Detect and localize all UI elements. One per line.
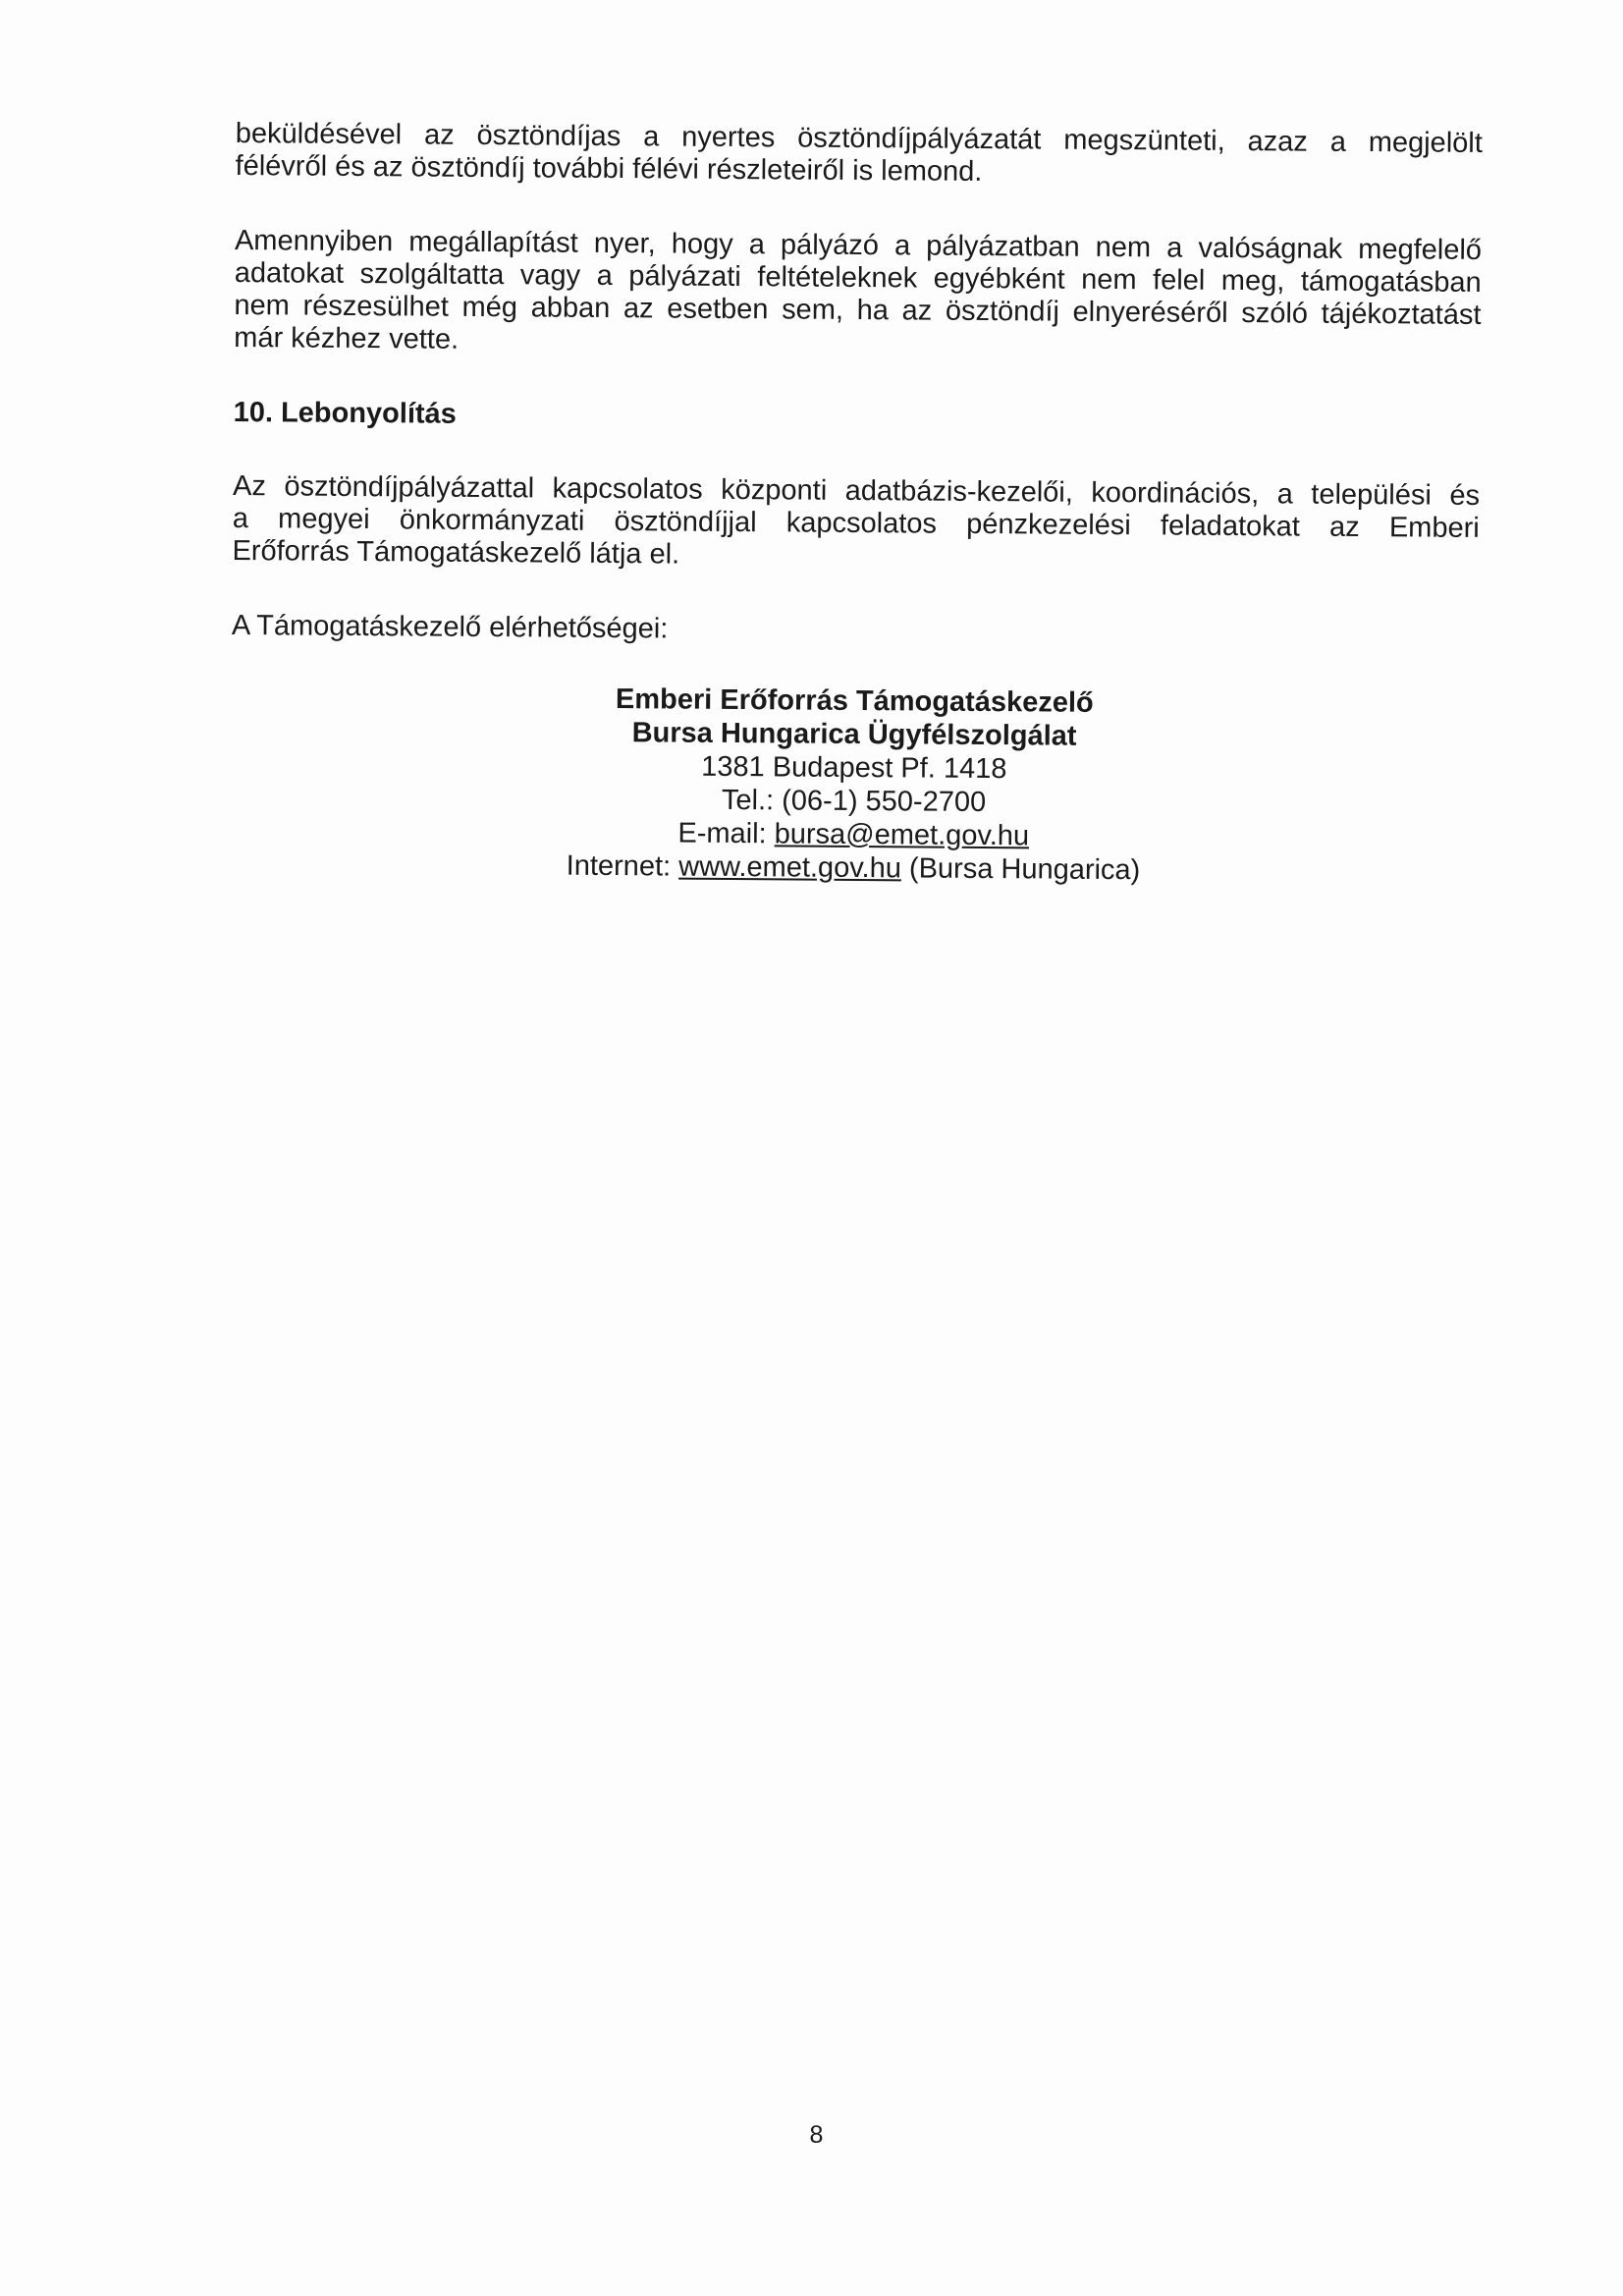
- service-name: Bursa Hungarica Ügyfélszolgálat: [631, 717, 1077, 752]
- text-line: A Támogatáskezelő elérhetőségei:: [231, 609, 669, 645]
- paragraph-withdrawal: [235, 118, 1482, 192]
- website-suffix: (Bursa Hungarica): [900, 852, 1141, 887]
- email-label: E-mail:: [677, 817, 775, 850]
- text-line: Az ösztöndíjpályázattal kapcsolatos központi adatbázis-kezelői, koordinációs, a települési és: [232, 469, 1481, 512]
- postal-address: 1381 Budapest Pf. 1418: [701, 750, 1007, 786]
- paragraph-administration: [232, 470, 1480, 577]
- text-line: Amennyiben megállapítást nyer, hogy a pályázó a pályázatban nem a valóságnak megfelelő: [234, 224, 1483, 266]
- text-line: adatokat szolgáltatta vagy a pályázati feltételeknek egyébként nem felel meg, támogatásban: [234, 256, 1482, 299]
- contact-block: [230, 680, 1479, 890]
- page-number: 8: [809, 2121, 824, 2149]
- text-line: már kézhez vette.: [234, 321, 460, 355]
- contact-intro: [232, 610, 1479, 652]
- page-content: [230, 118, 1483, 890]
- phone-number: Tel.: (06-1) 550-2700: [721, 784, 987, 819]
- text-line: a megyei önkormányzati ösztöndíjjal kapcsolatos pénzkezelési feladatokat az Emberi: [232, 502, 1480, 544]
- website-link[interactable]: www.emet.gov.hu: [678, 850, 902, 885]
- internet-label: Internet:: [566, 849, 679, 883]
- text-line: Erőforrás Támogatáskezelő látja el.: [232, 534, 680, 571]
- section-heading: 10. Lebonyolítás: [233, 396, 457, 430]
- email-link[interactable]: bursa@emet.gov.hu: [774, 818, 1030, 852]
- text-line: nem részesülhet még abban az esetben sem, ha az ösztöndíj elnyeréséről szóló tájékoztatást: [234, 289, 1482, 331]
- org-name: Emberi Erőforrás Támogatáskezelő: [615, 683, 1094, 719]
- paragraph-eligibility: [234, 225, 1482, 364]
- text-line: félévről és az ösztöndíj további félévi részleteiről is lemond.: [235, 149, 983, 188]
- text-line: beküldésével az ösztöndíjas a nyertes ösztöndíjpályázatát megszünteti, azaz a megjelölt: [235, 118, 1483, 159]
